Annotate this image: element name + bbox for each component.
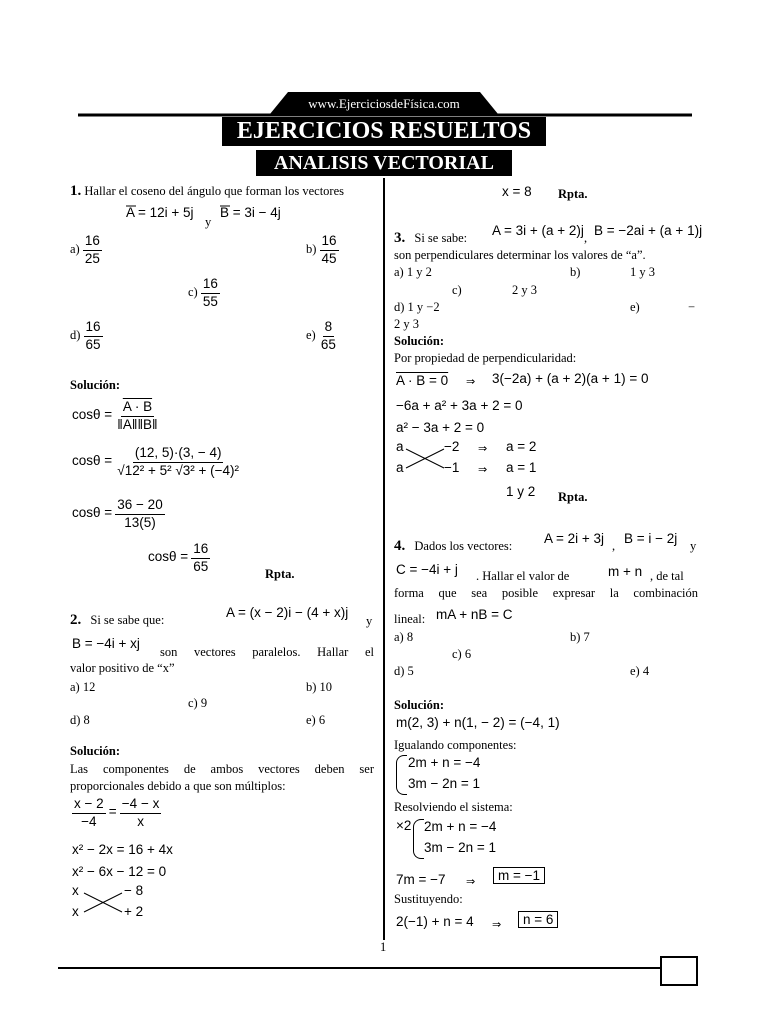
equation-line: cosθ = $\frac{A \cdot B}{‖A‖‖B‖}$ xyxy=(72,399,158,432)
option-e[interactable]: e) $\frac{8}{65}$ xyxy=(306,319,336,352)
equation-line: 3m − 2n = 1 xyxy=(408,776,481,791)
vector-b: B = −4i + xj xyxy=(72,636,140,651)
vector-a: A = 2i + 3j xyxy=(544,531,605,546)
vector-arrows xyxy=(120,203,250,209)
solution-label: Solución: xyxy=(394,334,445,348)
equation-line: −6a + a² + 3a + 2 = 0 xyxy=(396,398,523,413)
answer-value: 1 y 2 xyxy=(506,484,536,499)
implies-arrow-icon: ⇒ xyxy=(478,464,488,476)
problem-number: 1. xyxy=(70,183,82,199)
option-a[interactable]: a) 8 xyxy=(394,630,414,644)
problem-number: 4. xyxy=(394,538,406,554)
system-brace xyxy=(396,755,407,795)
problem-1-statement: 1. Hallar el coseno del ángulo que forman los vectores xyxy=(70,183,345,199)
equation-line: 3(−2a) + (a + 2)(a + 1) = 0 xyxy=(492,371,649,386)
option-d[interactable]: d) $\frac{16}{65}$ xyxy=(70,319,101,352)
equation-line: A · B = 0 xyxy=(396,373,449,388)
option-b[interactable]: b) xyxy=(570,265,581,279)
vector-b: B = −2ai + (a + 1)j xyxy=(594,223,703,238)
equation-line: 7m = −7 xyxy=(396,872,446,887)
option-b[interactable]: b) 10 xyxy=(306,680,333,694)
problem-number: 2. xyxy=(70,612,82,628)
equation-line: $\frac{x - 2}{-4}$ = $\frac{-4 - x}{x}$ xyxy=(74,796,160,829)
footer-page-box xyxy=(660,956,698,986)
option-e[interactable]: e) 4 xyxy=(630,664,650,678)
result-n-box: n = 6 xyxy=(518,911,558,928)
cross-factor-lines xyxy=(82,890,124,916)
answer-value: x = 8 xyxy=(502,184,532,199)
solution-label: Solución: xyxy=(70,378,121,392)
option-c[interactable]: c) 6 xyxy=(452,647,472,661)
option-b[interactable]: b) 7 xyxy=(570,630,590,644)
implies-arrow-icon: ⇒ xyxy=(466,876,476,888)
option-a[interactable]: a) 1 y 2 xyxy=(394,265,432,279)
option-a[interactable]: a) $\frac{16}{25}$ xyxy=(70,233,100,266)
problem-3-statement: 3. Si se sabe: xyxy=(394,230,468,246)
problem-number: 3. xyxy=(394,230,406,246)
linear-combination: mA + nB = C xyxy=(436,607,513,622)
footer-rule xyxy=(58,967,660,969)
implies-arrow-icon: ⇒ xyxy=(466,376,476,388)
option-d[interactable]: d) 8 xyxy=(70,713,90,727)
page-number: 1 xyxy=(380,940,387,954)
result-m-box: m = −1 xyxy=(493,867,545,884)
cross-factor-lines xyxy=(404,446,446,472)
equation-line: 2m + n = −4 xyxy=(424,819,497,834)
system-brace xyxy=(413,819,424,859)
option-e[interactable]: e) xyxy=(630,300,640,314)
equation-line: cosθ = $\frac{(12, 5)\cdot(3, - 4)}{\text{√12² + 5² √3² + (−4)²}}$ xyxy=(72,445,240,478)
option-d[interactable]: d) 5 xyxy=(394,664,414,678)
vector-a: A = (x − 2)i − (4 + x)j xyxy=(226,605,349,620)
option-e[interactable]: e) 6 xyxy=(306,713,326,727)
problem-2-statement: 2. Si se sabe que: xyxy=(70,612,165,628)
implies-arrow-icon: ⇒ xyxy=(478,443,488,455)
option-c[interactable]: c) $\frac{16}{55}$ xyxy=(188,276,218,309)
equation-line: 2m + n = −4 xyxy=(408,755,481,770)
answer-label: Rpta. xyxy=(558,490,588,504)
equation-line: a² − 3a + 2 = 0 xyxy=(396,420,485,435)
vector-a: A = 3i + (a + 2)j xyxy=(492,223,584,238)
option-a[interactable]: a) 12 xyxy=(70,680,96,694)
equation-line: x² − 2x = 16 + 4x xyxy=(72,842,173,857)
vector-b: B = i − 2j xyxy=(624,531,678,546)
equation-line: 3m − 2n = 1 xyxy=(424,840,497,855)
option-b[interactable]: b) $\frac{16}{45}$ xyxy=(306,233,337,266)
equation-line: cosθ = $\frac{36 - 20}{13(5)}$ xyxy=(72,497,163,530)
option-c[interactable]: c) xyxy=(452,283,462,297)
column-divider xyxy=(383,178,385,940)
equation-line: m(2, 3) + n(1, − 2) = (−4, 1) xyxy=(396,715,560,730)
option-d[interactable]: d) 1 y −2 xyxy=(394,300,440,314)
vector-c: C = −4i + j xyxy=(396,562,458,577)
website-url: www.EjerciciosdeFísica.com xyxy=(308,96,460,111)
equation-line: cosθ = $\frac{16}{65}$ xyxy=(148,541,209,574)
equation-line: 2(−1) + n = 4 xyxy=(396,914,474,929)
page-title: EJERCICIOS RESUELTOS xyxy=(222,117,546,146)
problem-4-statement: 4. Dados los vectores: xyxy=(394,538,513,554)
solution-label: Solución: xyxy=(394,698,445,712)
solution-label: Solución: xyxy=(70,744,121,758)
page-subtitle: ANALISIS VECTORIAL xyxy=(256,150,512,176)
implies-arrow-icon: ⇒ xyxy=(492,919,502,931)
option-c[interactable]: c) 9 xyxy=(188,696,208,710)
answer-label: Rpta. xyxy=(265,567,295,581)
vector-a: A = 12i + 5j xyxy=(126,205,194,220)
answer-label: Rpta. xyxy=(558,187,588,201)
equation-line: x² − 6x − 12 = 0 xyxy=(72,864,167,879)
vector-b: B = 3i − 4j xyxy=(220,205,281,220)
